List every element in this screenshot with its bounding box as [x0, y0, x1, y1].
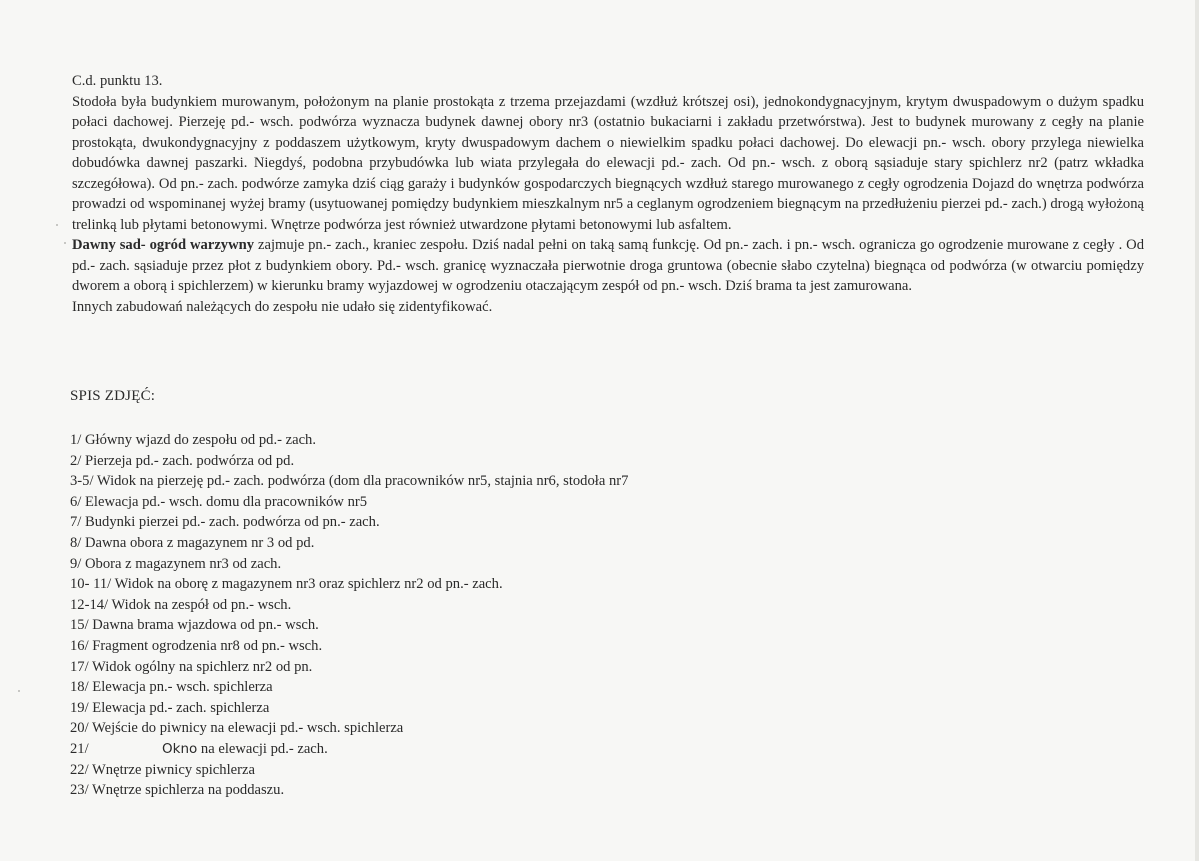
photo-list-item: 8/ Dawna obora z magazynem nr 3 od pd.: [70, 534, 315, 551]
photo-list-item: 9/ Obora z magazynem nr3 od zach.: [70, 555, 282, 572]
photo-number: 21/: [70, 740, 89, 757]
photo-list-item: 10- 11/ Widok na oborę z magazynem nr3 oraz spichlerz nr2 od pn.- zach.: [70, 576, 503, 593]
photo-list-item: 7/ Budynki pierzei pd.- zach. podwórza od pn.- zach.: [70, 514, 380, 531]
photo-list-title: SPIS ZDJĘĆ:: [70, 388, 156, 404]
orchard-text: zajmuje pn.- zach., kraniec zespołu. Dziś nadal pełni on taką samą funkcję. Od pn.- zach. i pn.- wsch. ogranicza go ogrodzenie murowane z cegły . Od pd.- zach. sąsiaduje przez płot z budynkiem obory. Pd.- wsch. granicę wyznaczała pierwotnie droga gruntowa (obecnie słabo czytelna) biegnąca od podwórza (w otwarciu pomiędzy dworem a oborą i spichlerzem) w kierunku bramy wyjazdowej w ogrodzeniu otaczającym zespół od pn.- wsch. Dziś brama ta jest zamurowana.: [72, 237, 1144, 294]
photo-list-item: 17/ Widok ogólny na spichlerz nr2 od pn.: [70, 658, 313, 675]
scan-speck: [64, 242, 66, 244]
scan-speck: [56, 224, 58, 226]
paragraph-barn-and-yard: Stodoła była budynkiem murowanym, położonym na planie prostokąta z trzema przejazdami (wzdłuż krótszej osi), jednokondygnacyjnym, krytym dwuspadowym o dużym spadku połaci dachowej. Pierzeję pd.- wsch. podwórza wyznacza budynek dawnej obory nr3 (ostatnio bukaciarni i zakładu przetwórstwa). Jest to budynek murowany z cegły na planie prostokąta, dwukondygnacyjny z poddaszem użytkowym, kryty dwuspadowym dachem o niewielkim spadku połaci dachowej. Do elewacji pn.- wsch. obory przylega niewielka dobudówka dawnej paszarki. Niegdyś, podobna przybudówka lub wiata przylegała do elewacji pd.- zach. Od pn.- wsch. z oborą sąsiaduje stary spichlerz nr2 (patrz wkładka szczegółowa). Od pn.- zach. podwórze zamyka dziś ciąg garaży i budynków gospodarczych biegnących wzdłuż starego murowanego z cegły ogrodzenia Dojazd do wnętrza podwórza prowadzi od wspominanej wyżej bramy (usytuowanej pomiędzy budynkiem mieszkalnym nr5 a ceglanym ogrodzeniem biegnącym na przedłużeniu pierzei pd.- zach.) drogą wyłożoną trelinką lub płytami betonowymi. Wnętrze podwórza jest również utwardzone płytami betonowymi lub asfaltem.: [72, 93, 1144, 233]
photo-word-okno: Okno: [162, 740, 198, 757]
photo-list-item: 23/ Wnętrze spichlerza na poddaszu.: [70, 782, 285, 799]
photo-list-item: 15/ Dawna brama wjazdowa od pn.- wsch.: [70, 617, 319, 634]
scan-speck: [18, 690, 20, 692]
photo-list-item: 22/ Wnętrze piwnicy spichlerza: [70, 761, 255, 778]
photo-list-item: 20/ Wejście do piwnicy na elewacji pd.- wsch. spichlerza: [70, 720, 404, 737]
paragraph-other-buildings: Innych zabudowań należących do zespołu nie udało się zidentyfikować.: [72, 298, 493, 315]
photo-list-item: [70, 739, 970, 760]
photo-description: na elewacji pd.- zach.: [197, 740, 328, 757]
paragraph-orchard: [72, 235, 1144, 297]
photo-list-item: 3-5/ Widok na pierzeję pd.- zach. podwórza (dom dla pracowników nr5, stajnia nr6, stodoła nr7: [70, 473, 629, 490]
photo-list: [70, 430, 970, 801]
document-body: [72, 71, 1144, 317]
photo-list-item: 18/ Elewacja pn.- wsch. spichlerza: [70, 679, 273, 696]
photo-list-item: 12-14/ Widok na zespół od pn.- wsch.: [70, 596, 292, 613]
photo-list-item: 1/ Główny wjazd do zespołu od pd.- zach.: [70, 432, 317, 448]
photo-list-item: 6/ Elewacja pd.- wsch. domu dla pracowników nr5: [70, 493, 368, 510]
photo-list-item: 2/ Pierzeja pd.- zach. podwórza od pd.: [70, 452, 295, 469]
photo-list-item: 16/ Fragment ogrodzenia nr8 od pn.- wsch.: [70, 637, 323, 654]
orchard-heading: Dawny sad- ogród warzywny: [72, 237, 255, 253]
page-edge: [1195, 0, 1199, 861]
continuation-heading: C.d. punktu 13.: [72, 73, 163, 89]
photo-list-item: 19/ Elewacja pd.- zach. spichlerza: [70, 699, 270, 716]
